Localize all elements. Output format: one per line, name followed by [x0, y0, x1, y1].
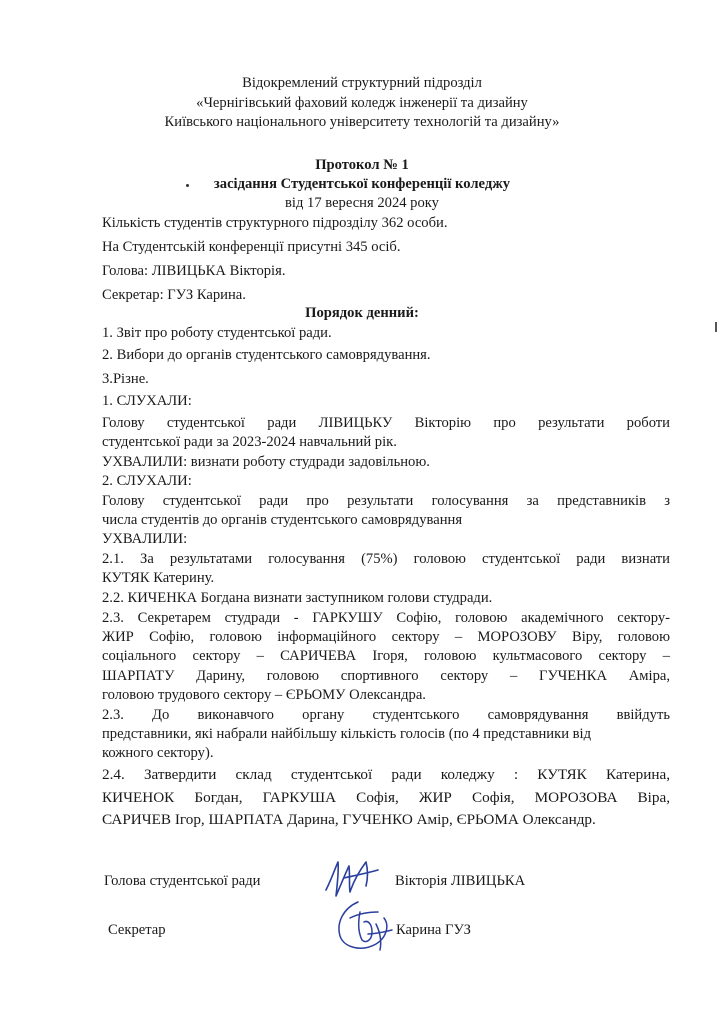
- chair-name: Вікторія ЛІВИЦЬКА: [395, 873, 526, 889]
- chair-signature-stroke: [326, 862, 378, 896]
- header-line-1: Відокремлений структурний підрозділ: [242, 75, 482, 91]
- agenda-item: 1. Звіт про роботу студентської ради.: [102, 325, 332, 341]
- section2-text-b: числа студентів до органів студентського самоврядування: [102, 512, 463, 528]
- secretary-name: Карина ГУЗ: [396, 922, 471, 938]
- item-2-1-a: 2.1. За результатами голосування (75%) головою студентської ради визнати: [102, 551, 670, 567]
- item-2-3-d: ШАРПАТУ Дарину, головою спортивного сектору – ГУЧЕНКА Аміра,: [102, 668, 670, 684]
- secretary-signature: [328, 894, 398, 956]
- item-2-1-b: КУТЯК Катерину.: [102, 570, 215, 586]
- item-2-3x-a: 2.3. До виконавчого органу студентського самоврядування ввійдуть: [102, 707, 670, 723]
- section1-text-b: студентської ради за 2023-2024 навчальний рік.: [102, 434, 397, 450]
- item-2-3-e: головою трудового сектору – ЄРЬОМУ Олександра.: [102, 687, 426, 703]
- agenda-heading: Порядок денний:: [305, 305, 419, 321]
- item-2-2: 2.2. КИЧЕНКА Богдана визнати заступником голови студради.: [102, 590, 493, 606]
- scan-speck: [186, 184, 189, 187]
- item-2-3x-b: представники, які набрали найбільшу кількість голосів (по 4 представники від: [102, 726, 592, 742]
- chair-line: Голова: ЛІВИЦЬКА Вікторія.: [102, 263, 286, 279]
- agenda-item: 2. Вибори до органів студентського самоврядування.: [102, 347, 431, 363]
- section1-text-a: Голову студентської ради ЛІВИЦЬКУ Вікторію про результати роботи: [102, 415, 670, 431]
- section1-heard: 1. СЛУХАЛИ:: [102, 393, 192, 409]
- students-total: Кількість студентів структурного підрозділу 362 особи.: [102, 215, 448, 231]
- chair-signature-label: Голова студентської ради: [104, 873, 261, 889]
- item-2-4-a: 2.4. Затвердити склад студентської ради коледжу : КУТЯК Катерина,: [102, 766, 670, 783]
- item-2-3-b: ЖИР Софію, головою інформаційного сектору – МОРОЗОВУ Віру, головою: [102, 629, 670, 645]
- section2-heard: 2. СЛУХАЛИ:: [102, 473, 192, 489]
- section2-text-a: Голову студентської ради про результати голосування за представників з: [102, 493, 670, 509]
- item-2-4-b: КИЧЕНОК Богдан, ГАРКУША Софія, ЖИР Софія, МОРОЗОВА Віра,: [102, 789, 670, 806]
- secretary-signature-label: Секретар: [108, 922, 166, 938]
- header-line-2: «Чернігівський фаховий коледж інженерії та дизайну: [196, 95, 528, 111]
- item-2-3x-c: кожного сектору).: [102, 745, 214, 761]
- section1-resolved: УХВАЛИЛИ: визнати роботу студради задовільною.: [102, 454, 430, 470]
- item-2-3-c: соціального сектору – САРИЧЕВА Ігоря, головою культмасового сектору –: [102, 648, 670, 664]
- secretary-line: Секретар: ГУЗ Карина.: [102, 287, 246, 303]
- item-2-3-a: 2.3. Секретарем студради - ГАРКУШУ Софію, головою академічного сектору-: [102, 610, 670, 626]
- students-present: На Студентській конференції присутні 345 осіб.: [102, 239, 401, 255]
- secretary-signature-stroke: [339, 902, 392, 950]
- header-line-3: Київського національного університету технологій та дизайну»: [164, 114, 560, 130]
- section2-resolved: УХВАЛИЛИ:: [102, 531, 188, 547]
- item-2-4-c: САРИЧЕВ Ігор, ШАРПАТА Дарина, ГУЧЕНКО Амір, ЄРЬОМА Олександр.: [102, 811, 596, 828]
- agenda-item: 3.Різне.: [102, 371, 149, 387]
- protocol-date: від 17 вересня 2024 року: [285, 195, 439, 211]
- protocol-title: Протокол № 1: [315, 157, 409, 173]
- protocol-subtitle: засідання Студентської конференції коледжу: [213, 176, 511, 192]
- margin-mark: [715, 322, 717, 332]
